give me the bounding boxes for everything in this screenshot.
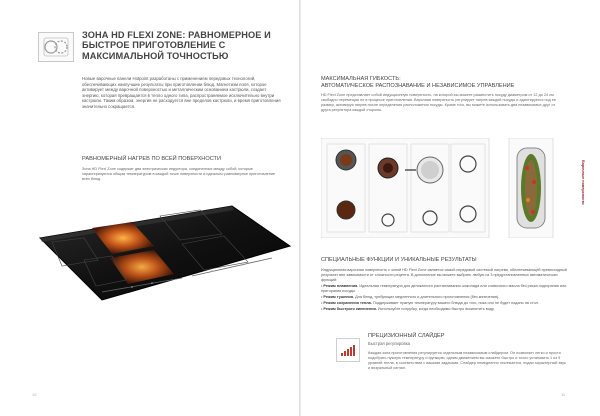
section-text-uniform-heating: Зона HD Flexi Zone содержит два электрических индуктора, соединенных между собой, которые характеризуются общим температуром в каждой точке поверхности и идеально равномерное приготовление всех блюд. bbox=[82, 167, 276, 181]
page-number-right: 11 bbox=[561, 392, 566, 397]
slider-subtitle: Быстрая регулировка bbox=[368, 341, 410, 346]
intro-paragraph: Новые варочные панели Hotpoint разработаны с применением передовых технологий, обеспечивающих наилучшие результаты при приготовлении блюд. Магнетизм поля, которое активирует между варочной поверхностью и металлическим основанием кастрюли, создает энергию, которая превращается в тепло одного типа, распространяемое исключительно внутри кастрюли. Таким образом, энергия не расходуется вне пределов кастрюли, и время приготовления значительно сокращается. bbox=[82, 76, 281, 109]
flexi-zone-icon bbox=[38, 32, 74, 62]
section-title-flexibility-line2: АВТОМАТИЧЕСКОЕ РАСПОЗНАВАНИЕ И НЕЗАВИСИМОЕ УПРАВЛЕНИЕ bbox=[321, 83, 515, 89]
cooking-zones-diagram bbox=[321, 138, 561, 238]
vertical-section-label: Варочные поверхности bbox=[581, 160, 585, 205]
page-title: ЗОНА HD FLEXI ZONE: РАВНОМЕРНОЕ И БЫСТРОЕ ПРИГОТОВЛЕНИЕ С МАКСИМАЛЬНОЙ ТОЧНОСТЬЮ bbox=[82, 30, 271, 61]
right-page bbox=[301, 0, 600, 416]
page-number-left: 10 bbox=[32, 392, 37, 397]
function-item: • Режим плавления. Идеальная температура для деликатного растапливания шоколада или сливочного масла без риска подгорания или пригорания посуды. bbox=[321, 284, 567, 293]
section-title-flexibility-line1: МАКСИМАЛЬНАЯ ГИБКОСТЬ: bbox=[321, 76, 401, 82]
function-name: Режим плавления. bbox=[323, 284, 359, 288]
function-name: Режим быстрого кипячения. bbox=[323, 307, 377, 311]
function-desc: Используйте потрубку, когда необходимо быстро вскипятить воду. bbox=[377, 307, 495, 311]
slider-icon bbox=[336, 338, 360, 362]
function-item: • Режим сохранения тепла. Поддерживает нужную температуру вашего блюда до того, пока оно не будет подано на стол. bbox=[321, 301, 539, 305]
left-page bbox=[0, 0, 299, 416]
section-title-uniform-heating: РАВНОМЕРНЫЙ НАГРЕВ ПО ВСЕЙ ПОВЕРХНОСТИ bbox=[82, 156, 221, 162]
function-name: Режим сохранения тепла. bbox=[323, 301, 372, 305]
special-functions-text bbox=[321, 268, 569, 313]
slider-title: ПРЕЦИЗИОННЫЙ СЛАЙДЕР bbox=[368, 333, 445, 339]
function-desc: Для блюд, требующих медленного и длительного приготовления (без кипячения). bbox=[355, 295, 500, 299]
section-title-special-functions: СПЕЦИАЛЬНЫЕ ФУНКЦИИ И УНИКАЛЬНЫЕ РЕЗУЛЬТАТЫ bbox=[321, 257, 477, 263]
cooktop-image bbox=[32, 188, 294, 308]
function-name: Режим тушения. bbox=[323, 295, 355, 299]
flexibility-paragraph: HD Flexi Zone представляет собой индукционную поверхность, на которой вы можете разместить посуду диаметром от 12 до 24 см свободно перемещая ее в процессе приготовления. Варочная поверхность регулирует нагрев каждой посуды и адаптируется под ее размер, активируя нагрев после определения расположения посуды. Кроме того, вы можете использовать два независимых друг от друга регулятора каждой стороны. bbox=[321, 93, 557, 112]
function-desc: Идеальная температура для деликатного растапливания шоколада или сливочного масла без риска подгорания или пригорания посуды. bbox=[321, 284, 567, 293]
slider-text: Каждая зона приготовления регулируется отдельным независимым слайдером. Он позволяет легко и просто подобрать нужную температуру и функцию, одним движением вы сможете быстро и точно установить 1 из 9 уровней тепла, в соответствии с вашими задачами. Слайдер немедленно откликается, подая характерный звук и визуальный сигнал. bbox=[368, 351, 566, 370]
section-title-flexibility bbox=[321, 76, 514, 90]
function-item: • Режим тушения. Для блюд, требующих медленного и длительного приготовления (без кипячения). bbox=[321, 295, 500, 299]
function-desc: Поддерживает нужную температуру вашего блюда до того, пока оно не будет подано на стол. bbox=[372, 301, 539, 305]
function-item: • Режим быстрого кипячения. Используйте потрубку, когда необходимо быстро вскипятить воду. bbox=[321, 307, 495, 311]
special-functions-intro: Индукционная варочная поверхность с зоной HD Flexi Zone является самой передовой системой нагрева, обеспечивающей превосходный результат вне зависимости от сложности рецепта. В дополнение вы можете выбрать любую из 3 предустановленных автоматических функций: bbox=[321, 268, 567, 282]
